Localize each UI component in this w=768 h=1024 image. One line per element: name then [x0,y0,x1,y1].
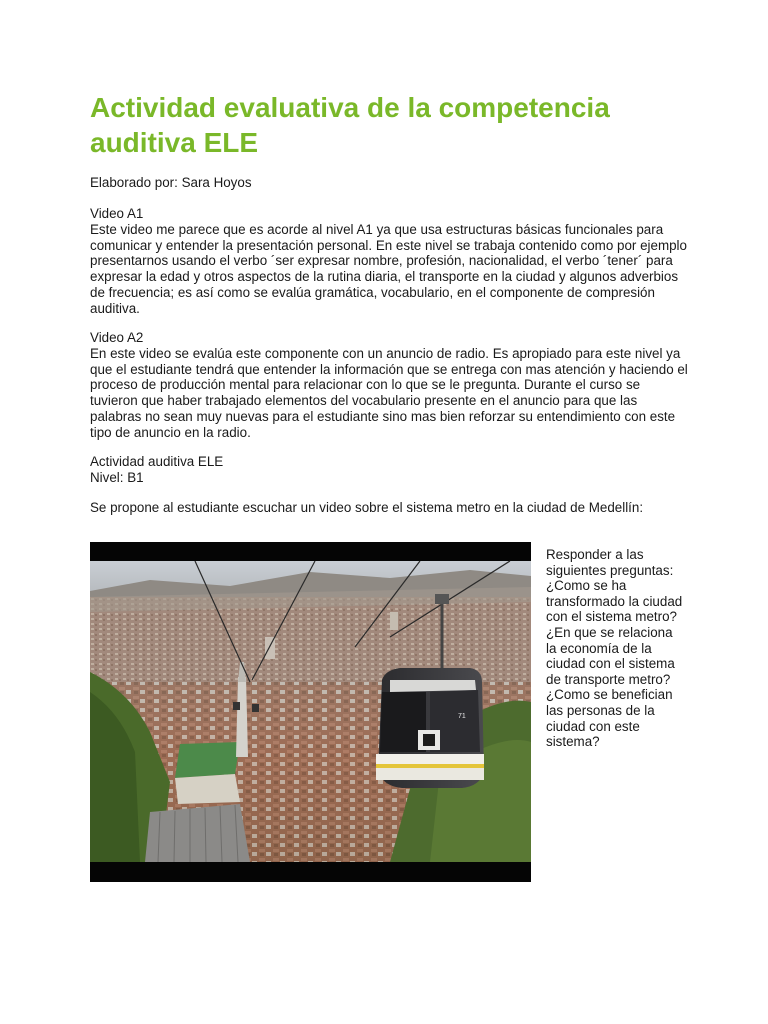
video-a2-text: En este video se evalúa este componente con un anuncio de radio. Es apropiado para este nivel ya que el estudiante tendrá que entender la información que se entrega con mas atención y haciendo el proceso de producción mental para relacionar con lo que se le pregunta. Durante el curso se tuvieron que haber trabajado elementos del vocabulario presente en el anuncio para que las palabras no sean muy nuevas para el estudiante sino mas bien reforzar su entendimiento con este tipo de anuncio en la radio. [90,345,688,440]
author-text: Elaborado por: Sara Hoyos [90,175,252,190]
video-a1-section [90,206,690,317]
intro-section [90,500,690,516]
cable-cabin [376,668,484,788]
video-a2-section [90,330,690,441]
cable-car-photo [90,542,531,882]
video-a1-heading: Video A1 [90,206,144,221]
intro-text: Se propone al estudiante escuchar un video sobre el sistema metro en la ciudad de Medellín: [90,500,644,515]
questions-block [546,547,686,750]
photo-content [90,561,531,862]
cabin-number: 71 [458,713,466,720]
question-item: ¿Como se benefician las personas de la ciudad con este sistema? [546,687,673,750]
video-a1-text: Este video me parece que es acorde al nivel A1 ya que usa estructuras básicas funcionales para comunicar y entender la presentación personal. En este nivel se trabaja contenido como por ejemplo presentarnos usando el verbo ´ser expresar nombre, profesión, nacionalidad, el verbo ´tener´ para expresar la edad y otros aspectos de la rutina diaria, el transporte en la ciudad y algunos adverbios de frecuencia; es así como se evalúa gramática, vocabulario, en el componente de compresión auditiva. [90,221,687,316]
author-line [90,175,690,191]
questions-lead: Responder a las siguientes preguntas: [546,547,674,578]
metro-cable-image [90,542,531,882]
activity-heading: Actividad auditiva ELE [90,454,224,469]
video-a2-heading: Video A2 [90,330,144,345]
document-title: Actividad evaluativa de la competencia auditiva ELE [90,92,610,158]
activity-section [90,454,690,486]
question-item: ¿En que se relaciona la economía de la ciudad con el sistema de transporte metro? [546,624,675,687]
activity-level: Nivel: B1 [90,469,144,485]
question-item: ¿Como se ha transformado la ciudad con el sistema metro? [546,578,683,625]
